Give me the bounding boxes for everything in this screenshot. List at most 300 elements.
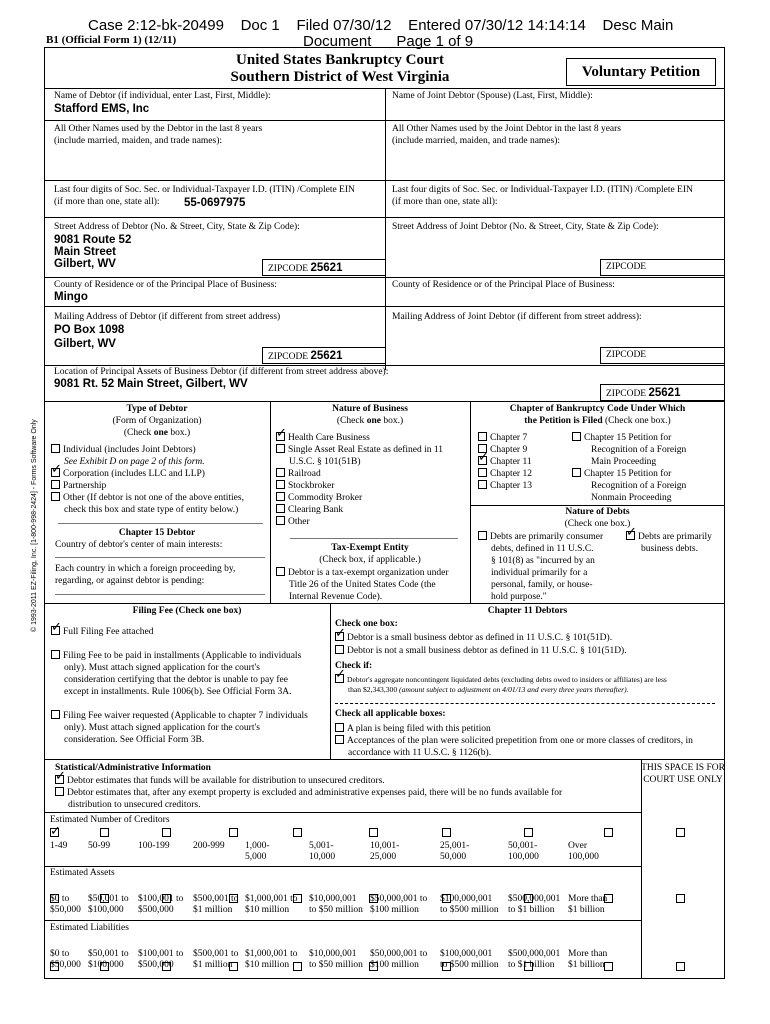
range-label-line: to $500 million <box>440 960 499 970</box>
zipcode-value: 25621 <box>648 387 681 399</box>
chapter-code-heading <box>470 404 725 428</box>
foreign-label-line: regarding, or against debtor is pending: <box>55 576 205 586</box>
check-one-label: Check one box: <box>335 619 398 629</box>
option-label: Acceptances of the plan were solicited prepetition from one or more classes of creditors, in <box>347 736 693 746</box>
option-label: Corporation (includes LLC and LLP) <box>63 469 205 479</box>
option-other[interactable] <box>51 492 244 504</box>
option-chapter15-nonmain[interactable] <box>572 468 686 480</box>
option-label: Debtor is a small business debtor as defined in 11 U.S.C. § 101(51D). <box>347 633 613 643</box>
option-label-cont: Recognition of a Foreign <box>591 481 687 491</box>
foreign-line <box>55 594 265 595</box>
checkbox[interactable] <box>276 480 285 489</box>
mailing-zipcode-field[interactable] <box>268 350 342 364</box>
street-line: 9081 Route 52 <box>54 234 132 246</box>
other-business-line <box>290 538 458 539</box>
divider <box>44 120 725 121</box>
software-credit: © 1993-2011 EZ-Filing, Inc. [1-800-998-2424] - Forms Software Only <box>31 419 38 632</box>
creditors-range-label <box>508 841 539 863</box>
option-stockbroker[interactable] <box>276 480 443 492</box>
option-label: Chapter 9 <box>490 445 528 455</box>
option-chapter12[interactable] <box>478 468 532 480</box>
option-label: Filing Fee waiver requested (Applicable to chapter 7 individuals <box>63 711 308 721</box>
checkbox[interactable] <box>335 645 344 654</box>
location-zipcode-field[interactable] <box>606 387 680 401</box>
divider <box>44 812 641 813</box>
option-small-business[interactable] <box>335 632 612 644</box>
street-address[interactable] <box>54 234 131 270</box>
creditors-range-checkbox[interactable] <box>524 828 533 837</box>
checkbox[interactable] <box>478 531 487 540</box>
street-line: Gilbert, WV <box>54 258 116 270</box>
checkbox-checked[interactable] <box>478 456 487 465</box>
checkbox-checked[interactable] <box>335 674 344 683</box>
foreign-label-line: Each country in which a foreign proceeding by, <box>55 564 236 574</box>
range-label-line: $500,001 to <box>193 894 239 904</box>
court-use-line: COURT USE ONLY <box>643 774 723 785</box>
creditors-range-checkbox[interactable] <box>229 828 238 837</box>
checkbox-checked[interactable] <box>626 531 635 540</box>
chapter15-title: Chapter 15 Debtor <box>118 528 196 538</box>
tax-exempt-option[interactable] <box>276 567 448 603</box>
tax-exempt-title: Tax-Exempt Entity <box>331 543 409 553</box>
tax-exempt-label-cont: Internal Revenue Code). <box>289 592 383 602</box>
assets-range-label <box>245 894 298 916</box>
range-label-line: $100 million <box>370 905 419 915</box>
option-chapter7[interactable] <box>478 432 532 444</box>
checkbox[interactable] <box>276 516 285 525</box>
checkbox[interactable] <box>478 468 487 477</box>
checkbox[interactable] <box>276 468 285 477</box>
range-label-line: $1,000,001 to <box>245 949 298 959</box>
assets-range-label <box>138 894 183 916</box>
joint-ssn-label-line: Last four digits of Soc. Sec. or Individual-Taxpayer I.D. (ITIN) /Complete EIN <box>392 185 693 195</box>
range-label-line: $100,000,001 <box>440 894 493 904</box>
liabilities-range-label <box>193 949 238 971</box>
assets-range-label <box>440 894 499 916</box>
chapter-options-left <box>478 432 532 492</box>
creditors-range-label <box>245 841 270 863</box>
option-corporation[interactable] <box>51 468 244 480</box>
location[interactable]: 9081 Rt. 52 Main Street, Gilbert, WV <box>54 378 248 390</box>
creditors-range-label <box>309 841 335 863</box>
option-acceptances[interactable] <box>335 735 693 759</box>
option-other-business[interactable] <box>276 516 443 528</box>
form-id: B1 (Official Form 1) (12/11) <box>46 34 177 46</box>
range-label-line: $100,001 to <box>138 894 184 904</box>
liabilities-range-label <box>568 949 607 971</box>
range-label-line: 50,000 <box>440 852 467 862</box>
range-label-line: $500,001 to <box>193 949 239 959</box>
option-funds-available[interactable] <box>55 775 385 787</box>
option-label-cont: hold purpose." <box>491 592 547 602</box>
dashed-divider <box>335 703 715 704</box>
range-label-line: 50-99 <box>88 841 111 851</box>
chapter-code-title: the Petition is Filed <box>524 415 603 426</box>
court-name: United States Bankruptcy Court <box>236 52 444 68</box>
range-label-line: 25,001- <box>440 841 470 851</box>
nature-of-business-options <box>276 432 443 528</box>
range-label-line: to $50 million <box>309 960 363 970</box>
range-label-line: to $50 million <box>309 905 363 915</box>
court-use-line: THIS SPACE IS FOR <box>641 763 725 773</box>
range-label-line: $100,000 <box>88 960 124 970</box>
range-label-line: $10,000,001 <box>309 894 357 904</box>
range-label-line: 1-49 <box>50 841 68 851</box>
checkbox[interactable] <box>478 480 487 489</box>
range-label-line: 25,000 <box>370 852 397 862</box>
range-label-line: $10 million <box>245 905 290 915</box>
range-label-line: to $1 billion <box>508 905 555 915</box>
chapter-options-right <box>572 432 686 504</box>
chapter11-title: Chapter 11 Debtors <box>487 606 568 616</box>
option-label: Commodity Broker <box>288 493 363 503</box>
divider <box>470 401 471 603</box>
option-full-fee[interactable] <box>51 626 154 638</box>
chapter15-country-label: Country of debtor's center of main interests: <box>55 540 223 550</box>
creditors-range-label <box>440 841 469 863</box>
other-entity-line <box>58 523 263 524</box>
statistical-title: Statistical/Administrative Information <box>55 763 211 773</box>
option-label: Debtor estimates that, after any exempt property is excluded and administrative expenses paid, there will be no funds available for <box>67 788 563 798</box>
divider <box>44 217 725 218</box>
range-label-line: to $500 million <box>440 905 499 915</box>
option-commodity-broker[interactable] <box>276 492 443 504</box>
option-label: Health Care Business <box>288 433 370 443</box>
option-label-cont: than $2,343,300 <box>348 685 400 694</box>
zipcode-value: 25621 <box>310 262 343 274</box>
type-of-debtor-sub: (Form of Organization) <box>112 415 202 426</box>
nature-of-business-heading <box>270 404 470 428</box>
other-names-label-line: (include married, maiden, and trade names): <box>54 135 223 146</box>
joint-mailing-label: Mailing Address of Joint Debtor (if different from street address): <box>392 312 642 322</box>
county-label: County of Residence or of the Principal Place of Business: <box>54 280 277 290</box>
range-label-line: 10,000 <box>309 852 336 862</box>
option-chapter15-main[interactable] <box>572 432 686 444</box>
creditors-range-checkbox[interactable] <box>100 828 109 837</box>
option-label: Chapter 11 <box>490 457 532 467</box>
range-label-line: $10,000,001 <box>309 949 357 959</box>
option-not-small-business[interactable] <box>335 645 627 657</box>
assets-range-label <box>309 894 363 916</box>
option-consumer-debts[interactable] <box>478 531 603 603</box>
option-no-funds[interactable] <box>55 787 562 811</box>
location-label: Location of Principal Assets of Business Debtor (if different from street address above): <box>54 367 389 377</box>
checkbox[interactable] <box>51 710 60 719</box>
range-label-line: $50,000 <box>50 960 81 970</box>
check-if-label: Check if: <box>335 661 373 671</box>
instruction-emph: one <box>366 415 381 426</box>
nature-of-debts-title: Nature of Debts <box>565 507 630 517</box>
assets-range-label <box>508 894 560 916</box>
creditors-range-label <box>370 841 399 863</box>
debtor-name[interactable]: Stafford EMS, Inc <box>54 103 150 115</box>
option-label: Individual (includes Joint Debtors) <box>63 445 196 455</box>
option-label-cont: debts, defined in 11 U.S.C. <box>491 544 594 554</box>
range-label-line: $1 million <box>193 905 233 915</box>
checkbox[interactable] <box>572 432 581 441</box>
creditors-range-checkbox[interactable] <box>162 828 171 837</box>
checkbox[interactable] <box>478 432 487 441</box>
joint-street-label: Street Address of Joint Debtor (No. & Street, City, State & Zip Code): <box>392 222 659 232</box>
range-label-line: More than <box>568 894 608 904</box>
divider <box>641 759 642 979</box>
joint-other-names-label-line: (include married, maiden, and trade names): <box>392 135 561 146</box>
option-partnership[interactable] <box>51 480 244 492</box>
option-label-cont: only). Must attach signed application for the court's <box>64 663 260 673</box>
zipcode-label: ZIPCODE <box>268 264 309 274</box>
checkbox[interactable] <box>51 480 60 489</box>
option-label: Other (If debtor is not one of the above entities, <box>63 493 244 503</box>
individual-note: See Exhibit D on page 2 of this form. <box>64 457 205 467</box>
chapter-code-instruction: (Check one box.) <box>602 415 671 426</box>
option-label-cont: only). Must attach signed application for the court's <box>64 723 260 733</box>
divider <box>44 277 725 278</box>
option-label-cont: personal, family, or house- <box>491 580 593 590</box>
option-label: Partnership <box>63 481 107 491</box>
range-label-line: 10,001- <box>370 841 400 851</box>
chapter-code-title: Chapter of Bankruptcy Code Under Which <box>509 404 686 414</box>
assets-range-label <box>568 894 607 916</box>
range-label-line: $500,000 <box>138 960 174 970</box>
tax-exempt-heading <box>270 543 470 567</box>
range-label-line: $0 to <box>50 894 70 904</box>
range-label-line: $1 billion <box>568 960 605 970</box>
option-label-cont: § 101(8) as "incurred by an <box>491 556 595 566</box>
zipcode-label: ZIPCODE <box>268 352 309 362</box>
option-clearing-bank[interactable] <box>276 504 443 516</box>
range-label-line: $1 billion <box>568 905 605 915</box>
range-label-line: 100,000 <box>568 852 599 862</box>
assets-label: Estimated Assets <box>50 868 115 878</box>
creditors-range-checkbox[interactable] <box>369 828 378 837</box>
country-line <box>55 557 265 558</box>
creditors-range-label <box>50 841 67 852</box>
option-label-cont: distribution to unsecured creditors. <box>68 800 201 810</box>
range-label-line: 200-999 <box>193 841 225 851</box>
option-individual[interactable] <box>51 444 244 456</box>
option-label: Debtor's aggregate noncontingent liquidated debts (excluding debts owed to insiders or affiliates) are less <box>347 675 667 684</box>
option-label: Single Asset Real Estate as defined in 11 <box>288 445 444 455</box>
range-label-line: $1 million <box>193 960 233 970</box>
liabilities-label: Estimated Liabilities <box>50 923 129 933</box>
option-health-care[interactable] <box>276 432 443 444</box>
range-label-line: 100-199 <box>138 841 170 851</box>
court-district: Southern District of West Virginia <box>230 69 450 85</box>
option-label: Debtor estimates that funds will be available for distribution to unsecured creditors. <box>67 776 385 786</box>
option-label-cont: U.S.C. § 101(51B) <box>289 457 361 467</box>
option-chapter13[interactable] <box>478 480 532 492</box>
creditors-range-checkbox[interactable] <box>293 828 302 837</box>
option-fee-waiver[interactable] <box>51 710 308 746</box>
creditors-range-label <box>138 841 170 852</box>
range-label-line: $50,001 to <box>88 949 129 959</box>
mailing-address[interactable] <box>54 323 124 351</box>
nature-of-business-title: Nature of Business <box>332 404 408 414</box>
tax-exempt-label: Debtor is a tax-exempt organization under <box>288 568 449 578</box>
zipcode-value: 25621 <box>310 350 343 362</box>
divider <box>44 920 641 921</box>
checkbox[interactable] <box>55 787 64 796</box>
nature-of-debts-sub: (Check one box.) <box>564 518 631 529</box>
mailing-line: PO Box 1098 <box>54 324 125 336</box>
joint-county-label: County of Residence or of the Principal Place of Business: <box>392 280 615 290</box>
divider <box>44 866 641 867</box>
divider <box>44 306 725 307</box>
liabilities-range-label <box>508 949 560 971</box>
filing-fee-title: Filing Fee (Check one box) <box>132 606 242 616</box>
range-label-line: $500,000,001 <box>508 949 561 959</box>
range-label-line: $1,000,001 to <box>245 894 298 904</box>
checkbox-checked[interactable] <box>51 626 60 635</box>
option-single-asset[interactable] <box>276 444 443 456</box>
liabilities-range-label <box>245 949 298 971</box>
tax-exempt-sub: (Check box, if applicable.) <box>319 554 421 565</box>
option-chapter11[interactable] <box>478 456 532 468</box>
liabilities-range-label <box>440 949 499 971</box>
range-label-line: More than <box>568 949 608 959</box>
option-label-cont: Main Proceeding <box>591 457 657 467</box>
option-label-cont: except in installments. Rule 1006(b). See Official Form 3A. <box>64 687 292 697</box>
checkbox[interactable] <box>276 504 285 513</box>
liabilities-range-label <box>370 949 427 971</box>
mailing-label: Mailing Address of Debtor (if different from street address) <box>54 312 281 322</box>
divider <box>385 88 386 370</box>
range-label-line: 1,000- <box>245 841 270 851</box>
creditors-range-checkbox[interactable] <box>676 828 685 837</box>
liabilities-range-label <box>309 949 363 971</box>
range-label-line: $500,000 <box>138 905 174 915</box>
other-names-label-line: All Other Names used by the Debtor in the last 8 years <box>54 124 263 134</box>
liabilities-range-checkbox[interactable] <box>676 962 685 971</box>
creditors-range-label <box>568 841 599 863</box>
option-label: Stockbroker <box>288 481 335 491</box>
nature-of-debts-heading <box>470 507 725 531</box>
liabilities-range-label <box>50 949 81 971</box>
option-label-cont: consideration. See Official Form 3B. <box>64 735 205 745</box>
option-label: Filing Fee to be paid in installments (Applicable to individuals <box>63 651 302 661</box>
instruction-text: box.) <box>167 427 191 438</box>
range-label-line: to $1 billion <box>508 960 555 970</box>
checkbox[interactable] <box>276 567 285 576</box>
option-label: Railroad <box>288 469 321 479</box>
option-label: Debts are primarily consumer <box>490 532 604 542</box>
creditors-range-label <box>88 841 110 852</box>
checkbox[interactable] <box>276 444 285 453</box>
ssn-label-line: Last four digits of Soc. Sec. or Individual-Taxpayer I.D. (ITIN) /Complete EIN <box>54 185 355 195</box>
type-of-debtor-title: Type of Debtor <box>126 404 188 414</box>
joint-mailing-zipcode-label: ZIPCODE <box>606 350 647 360</box>
range-label-line: $100,001 to <box>138 949 184 959</box>
range-label-line: 5,000 <box>245 852 267 862</box>
option-label-cont: individual primarily for a <box>491 568 588 578</box>
checkbox[interactable] <box>276 492 285 501</box>
joint-ssn-label-line: (if more than one, state all): <box>392 196 498 207</box>
checkbox-checked[interactable] <box>55 775 64 784</box>
option-label: Full Filing Fee attached <box>63 627 154 637</box>
checkbox[interactable] <box>335 723 344 732</box>
street-line: Main Street <box>54 246 116 258</box>
creditors-range-checkbox[interactable] <box>442 828 451 837</box>
street-label: Street Address of Debtor (No. & Street, City, State & Zip Code): <box>54 222 300 232</box>
instruction-text: (Check <box>336 415 367 426</box>
range-label-line: $100,000,001 <box>440 949 493 959</box>
option-label: Debtor is not a small business debtor as defined in 11 U.S.C. § 101(51D). <box>347 646 627 656</box>
range-label-line: $50,001 to <box>88 894 129 904</box>
joint-other-names-label-line: All Other Names used by the Joint Debtor in the last 8 years <box>392 124 622 134</box>
range-label-line: $0 to <box>50 949 70 959</box>
checkbox-checked[interactable] <box>51 468 60 477</box>
range-label-line: 50,001- <box>508 841 538 851</box>
option-installments[interactable] <box>51 650 301 698</box>
assets-range-label <box>88 894 129 916</box>
assets-range-label <box>193 894 238 916</box>
option-label: Clearing Bank <box>288 505 344 515</box>
assets-range-label <box>50 894 81 916</box>
range-label-line: $10 million <box>245 960 290 970</box>
petition-title: Voluntary Petition <box>581 64 701 80</box>
option-label-cont: accordance with 11 U.S.C. § 1126(b). <box>348 748 492 758</box>
debtor-ein[interactable]: 55-0697975 <box>184 197 246 209</box>
divider <box>470 505 725 506</box>
checkbox[interactable] <box>51 444 60 453</box>
case-info-line: Case 2:12-bk-20499 Doc 1 Filed 07/30/12 Entered 07/30/12 14:14:14 Desc Main <box>88 17 674 34</box>
checkbox-checked[interactable] <box>335 632 344 641</box>
type-of-debtor-instruction <box>44 428 270 440</box>
range-label-line: Over <box>568 841 587 851</box>
assets-range-checkbox[interactable] <box>676 894 685 903</box>
document-page-line: Document Page 1 of 9 <box>303 33 474 50</box>
option-label: Debts are primarily <box>638 532 712 542</box>
checkbox[interactable] <box>335 735 344 744</box>
type-of-debtor-heading <box>44 404 270 440</box>
option-railroad[interactable] <box>276 468 443 480</box>
joint-debtor-name-label: Name of Joint Debtor (Spouse) (Last, First, Middle): <box>392 91 593 101</box>
checkbox[interactable] <box>51 492 60 501</box>
option-label-cont: Nonmain Proceeding <box>591 493 672 503</box>
court-use-only <box>641 763 725 787</box>
option-label: Chapter 15 Petition for <box>584 469 672 479</box>
instruction-text: box.) <box>380 415 404 426</box>
option-label: Chapter 12 <box>490 469 532 479</box>
divider <box>44 759 725 760</box>
checkbox[interactable] <box>572 468 581 477</box>
option-plan-filed[interactable] <box>335 723 491 735</box>
instruction-emph: one <box>153 427 168 438</box>
range-label-line: 100,000 <box>508 852 539 862</box>
option-label-cont: Recognition of a Foreign <box>591 445 687 455</box>
zipcode-field[interactable] <box>268 262 342 276</box>
option-label-cont: consideration certifying that the debtor is unable to pay fee <box>64 675 288 685</box>
checkbox-checked[interactable] <box>276 432 285 441</box>
zipcode-label: ZIPCODE <box>606 389 647 399</box>
range-label-line: $50,000,001 to <box>370 894 428 904</box>
county[interactable]: Mingo <box>54 291 88 303</box>
instruction-text: (Check <box>123 427 154 438</box>
option-business-debts[interactable] <box>626 531 712 555</box>
ssn-label-line: (if more than one, state all): <box>54 196 160 207</box>
checkbox[interactable] <box>51 650 60 659</box>
option-label-note: (amount subject to adjustment on 4/01/13 and every three years thereafter). <box>399 685 629 694</box>
court-title <box>120 52 560 86</box>
liabilities-range-label <box>88 949 129 971</box>
option-aggregate-debts[interactable] <box>335 674 667 695</box>
assets-range-label <box>370 894 427 916</box>
range-label-line: $50,000 <box>50 905 81 915</box>
creditors-range-checkbox[interactable] <box>604 828 613 837</box>
range-label-line: $50,000,001 to <box>370 949 428 959</box>
option-other-note: check this box and state type of entity below.) <box>64 505 239 515</box>
creditors-range-checkbox[interactable] <box>50 828 59 837</box>
